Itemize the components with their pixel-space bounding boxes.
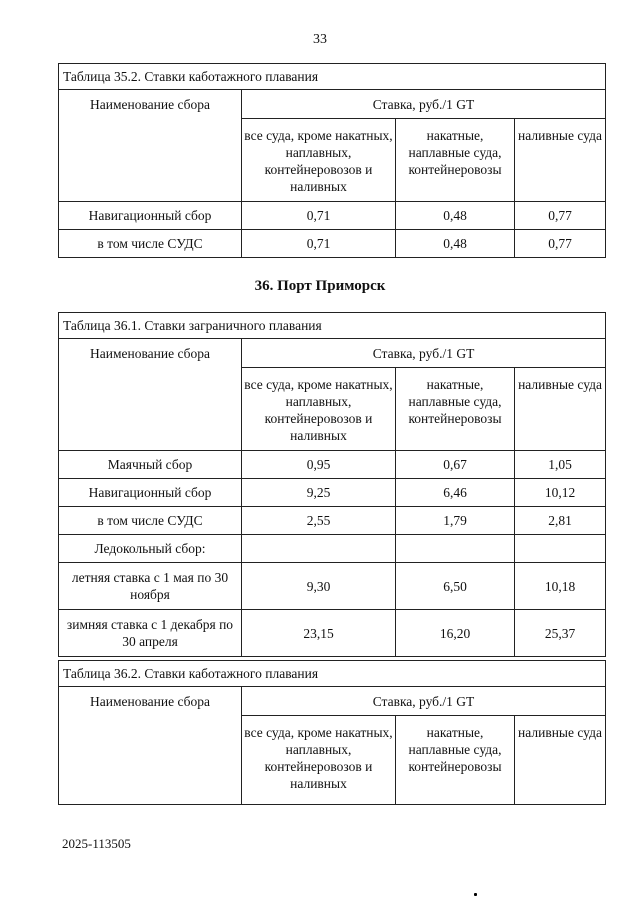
fee-name: зимняя ставка с 1 декабря по 30 апреля	[59, 610, 242, 657]
fee-name: Маячный сбор	[59, 451, 242, 479]
table-36-1	[58, 312, 606, 657]
table-row	[59, 535, 606, 563]
rate-tanker: 10,12	[515, 479, 606, 507]
rate-tanker: 0,77	[515, 230, 606, 258]
section-heading: 36. Порт Приморск	[254, 278, 386, 294]
table-caption: Таблица 35.2. Ставки каботажного плавания	[59, 64, 606, 90]
table-row	[59, 479, 606, 507]
column-header-roro: накатные, наплавные суда, контейнеровозы	[396, 716, 515, 805]
fee-name: летняя ставка с 1 мая по 30 ноября	[59, 563, 242, 610]
rate-all-vessels: 0,71	[242, 202, 396, 230]
table-36-2	[58, 660, 606, 805]
column-header-tanker: наливные суда	[515, 368, 606, 451]
rate-roro: 1,79	[396, 507, 515, 535]
table-row	[59, 230, 606, 258]
rate-roro: 6,46	[396, 479, 515, 507]
fee-name: в том числе СУДС	[59, 230, 242, 258]
page-number: 33	[313, 32, 327, 47]
rate-tanker: 1,05	[515, 451, 606, 479]
rate-all-vessels: 9,30	[242, 563, 396, 610]
document-code: 2025-113505	[62, 836, 131, 851]
rate-roro: 16,20	[396, 610, 515, 657]
fee-name: Навигационный сбор	[59, 479, 242, 507]
rate-tanker: 25,37	[515, 610, 606, 657]
column-header-roro: накатные, наплавные суда, контейнеровозы	[396, 119, 515, 202]
column-header-name: Наименование сбора	[59, 687, 242, 805]
fee-name: Навигационный сбор	[59, 202, 242, 230]
column-header-rate: Ставка, руб./1 GT	[242, 339, 606, 368]
column-header-tanker: наливные суда	[515, 716, 606, 805]
rate-all-vessels	[242, 535, 396, 563]
column-header-rate: Ставка, руб./1 GT	[242, 90, 606, 119]
table-35-2	[58, 63, 606, 258]
rate-roro	[396, 535, 515, 563]
rate-tanker: 10,18	[515, 563, 606, 610]
table-row	[59, 202, 606, 230]
column-header-name: Наименование сбора	[59, 339, 242, 451]
rate-roro: 0,48	[396, 202, 515, 230]
rate-all-vessels: 23,15	[242, 610, 396, 657]
column-header-all-vessels: все суда, кроме накатных, наплавных, контейнеровозов и наливных	[242, 716, 396, 805]
scan-speck	[474, 893, 477, 896]
table-row	[59, 610, 606, 657]
rate-all-vessels: 9,25	[242, 479, 396, 507]
column-header-all-vessels: все суда, кроме накатных, наплавных, контейнеровозов и наливных	[242, 368, 396, 451]
rate-all-vessels: 0,95	[242, 451, 396, 479]
table-caption: Таблица 36.1. Ставки заграничного плавания	[59, 313, 606, 339]
column-header-tanker: наливные суда	[515, 119, 606, 202]
table-caption: Таблица 36.2. Ставки каботажного плавания	[59, 661, 606, 687]
column-header-roro: накатные, наплавные суда, контейнеровозы	[396, 368, 515, 451]
table-row	[59, 507, 606, 535]
column-header-name: Наименование сбора	[59, 90, 242, 202]
fee-name: Ледокольный сбор:	[59, 535, 242, 563]
rate-tanker: 0,77	[515, 202, 606, 230]
fee-name: в том числе СУДС	[59, 507, 242, 535]
rate-all-vessels: 0,71	[242, 230, 396, 258]
rate-tanker	[515, 535, 606, 563]
column-header-rate: Ставка, руб./1 GT	[242, 687, 606, 716]
column-header-all-vessels: все суда, кроме накатных, наплавных, контейнеровозов и наливных	[242, 119, 396, 202]
rate-roro: 0,48	[396, 230, 515, 258]
rate-roro: 6,50	[396, 563, 515, 610]
table-row	[59, 451, 606, 479]
rate-tanker: 2,81	[515, 507, 606, 535]
rate-all-vessels: 2,55	[242, 507, 396, 535]
table-row	[59, 563, 606, 610]
rate-roro: 0,67	[396, 451, 515, 479]
